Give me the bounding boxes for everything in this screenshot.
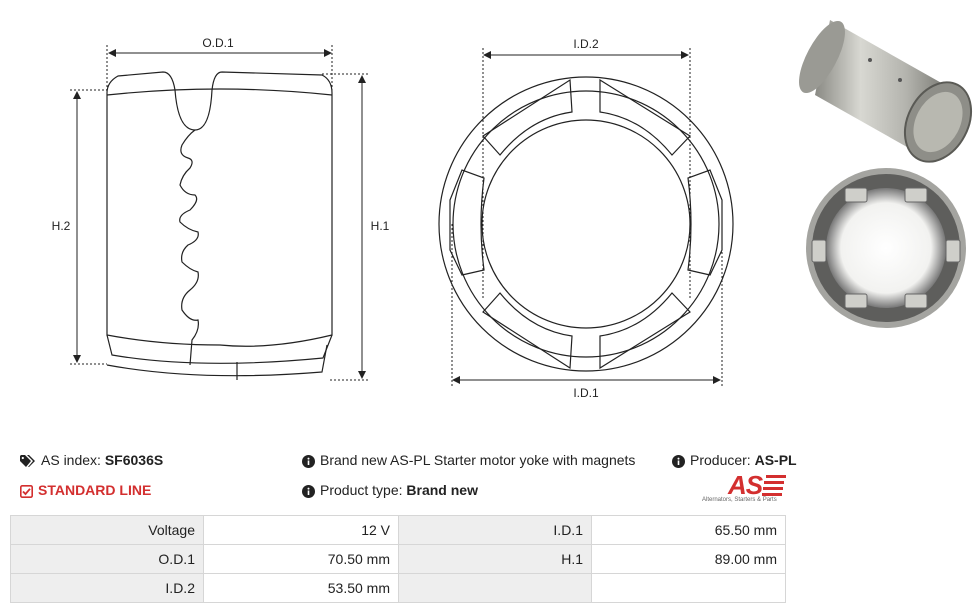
table-row bbox=[11, 545, 786, 574]
spec-value: 65.50 mm bbox=[592, 516, 786, 545]
spec-label: O.D.1 bbox=[11, 545, 204, 574]
od1-label: O.D.1 bbox=[202, 36, 234, 50]
spec-label: I.D.1 bbox=[399, 516, 592, 545]
info-icon bbox=[302, 455, 315, 468]
logo-tagline: Alternators, Starters & Parts bbox=[702, 497, 777, 503]
spec-value bbox=[592, 574, 786, 603]
as-pl-logo bbox=[700, 470, 792, 506]
spec-label: Voltage bbox=[11, 516, 204, 545]
spec-label: H.1 bbox=[399, 545, 592, 574]
logo-mark: AS bbox=[728, 470, 763, 500]
spec-value: 53.50 mm bbox=[204, 574, 399, 603]
tags-icon bbox=[20, 455, 36, 467]
as-index bbox=[20, 452, 163, 468]
spec-label bbox=[399, 574, 592, 603]
spec-value: 70.50 mm bbox=[204, 545, 399, 574]
spec-value: 12 V bbox=[204, 516, 399, 545]
product-type-value: Brand new bbox=[406, 482, 478, 498]
logo-stripes-icon bbox=[762, 475, 786, 497]
table-row bbox=[11, 516, 786, 545]
as-index-value: SF6036S bbox=[104, 452, 164, 468]
yoke-photo-end bbox=[806, 168, 966, 328]
info-icon bbox=[672, 455, 685, 468]
as-index-label: AS index: bbox=[41, 452, 101, 468]
h1-label: H.1 bbox=[370, 219, 390, 233]
description bbox=[302, 452, 635, 468]
producer-value: AS-PL bbox=[754, 452, 797, 468]
id2-label: I.D.2 bbox=[573, 37, 599, 51]
product-type-label: Product type: bbox=[320, 482, 403, 498]
product-type bbox=[302, 482, 478, 498]
info-icon bbox=[302, 485, 315, 498]
spec-value: 89.00 mm bbox=[592, 545, 786, 574]
standard-line-text: STANDARD LINE bbox=[38, 482, 152, 498]
spec-label: I.D.2 bbox=[11, 574, 204, 603]
producer-label: Producer: bbox=[690, 452, 751, 468]
id1-label: I.D.1 bbox=[573, 386, 599, 400]
producer bbox=[672, 452, 797, 468]
checkbox-checked-icon bbox=[20, 485, 33, 498]
yoke-photo-side bbox=[790, 15, 976, 174]
description-text: Brand new AS-PL Starter motor yoke with magnets bbox=[320, 452, 636, 468]
standard-line-badge bbox=[20, 482, 151, 498]
h2-label: H.2 bbox=[51, 219, 71, 233]
specs-table bbox=[10, 515, 786, 603]
table-row bbox=[11, 574, 786, 603]
